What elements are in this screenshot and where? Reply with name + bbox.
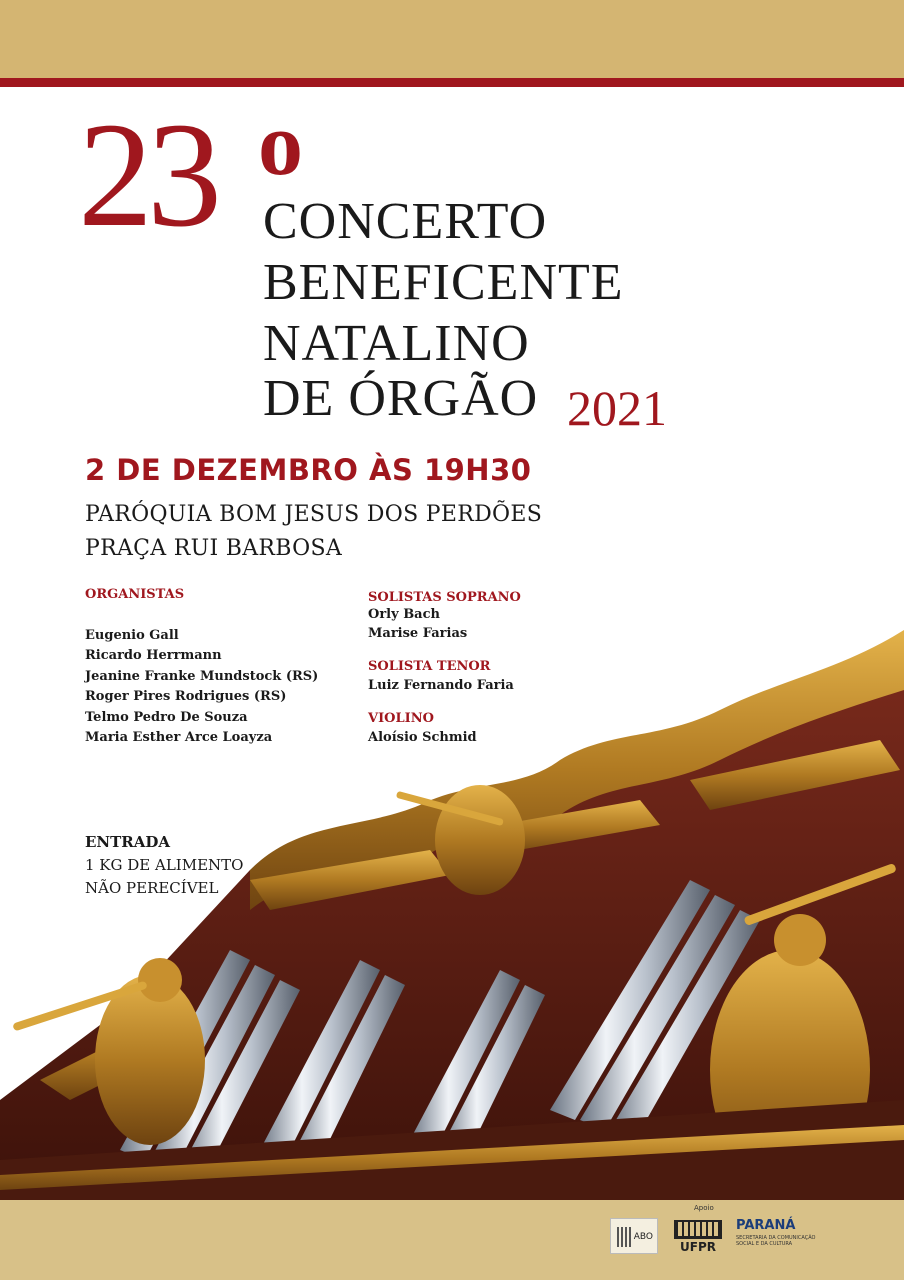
organistas-heading: ORGANISTAS	[85, 587, 185, 602]
title-line-4: DE ÓRGÃO	[263, 370, 539, 427]
top-red-stripe	[0, 78, 904, 87]
tenor-heading: SOLISTA TENOR	[368, 659, 491, 674]
soprano-heading: SOLISTAS SOPRANO	[368, 590, 521, 605]
event-year: 2021	[567, 380, 667, 436]
building-icon	[674, 1220, 722, 1239]
top-gold-band	[0, 0, 904, 78]
edition-number: 23	[78, 92, 216, 258]
event-date: 2 DE DEZEMBRO ÀS 19H30	[85, 453, 532, 487]
organist-name: Telmo Pedro De Souza	[85, 710, 248, 725]
abo-logo	[610, 1218, 658, 1254]
organist-name: Ricardo Herrmann	[85, 648, 222, 663]
venue-address: PRAÇA RUI BARBOSA	[85, 536, 343, 561]
organ-pipes-icon	[617, 1227, 631, 1247]
venue-name: PARÓQUIA BOM JESUS DOS PERDÕES	[85, 502, 543, 527]
tenor-name: Luiz Fernando Faria	[368, 678, 514, 693]
organist-name: Eugenio Gall	[85, 628, 179, 643]
title-line-2: BENEFICENTE	[263, 254, 624, 311]
violino-heading: VIOLINO	[368, 711, 434, 726]
ufpr-logo-text: UFPR	[680, 1240, 716, 1254]
organ-illustration	[0, 630, 904, 1200]
parana-logo-subtitle: SECRETARIA DA COMUNICAÇÃO SOCIAL E DA CULTURA	[736, 1235, 816, 1247]
organist-name: Jeanine Franke Mundstock (RS)	[85, 669, 319, 684]
entrada-line-1: 1 KG DE ALIMENTO	[85, 856, 244, 874]
organist-name: Roger Pires Rodrigues (RS)	[85, 689, 287, 704]
entrada-heading: ENTRADA	[85, 833, 171, 851]
title-line-1: CONCERTO	[263, 193, 548, 250]
soprano-name: Orly Bach	[368, 607, 440, 622]
support-label: Apoio	[694, 1204, 714, 1212]
ordinal-indicator: o	[258, 95, 303, 194]
organist-name: Maria Esther Arce Loayza	[85, 730, 273, 745]
parana-logo	[736, 1218, 820, 1254]
ufpr-logo	[670, 1218, 726, 1254]
violin-name: Aloísio Schmid	[368, 730, 477, 745]
abo-logo-text: ABO	[633, 1232, 653, 1242]
soprano-name: Marise Farias	[368, 626, 468, 641]
title-line-3: NATALINO	[263, 315, 530, 372]
entrada-line-2: NÃO PERECÍVEL	[85, 879, 219, 897]
parana-logo-text: PARANÁ	[736, 1218, 796, 1233]
